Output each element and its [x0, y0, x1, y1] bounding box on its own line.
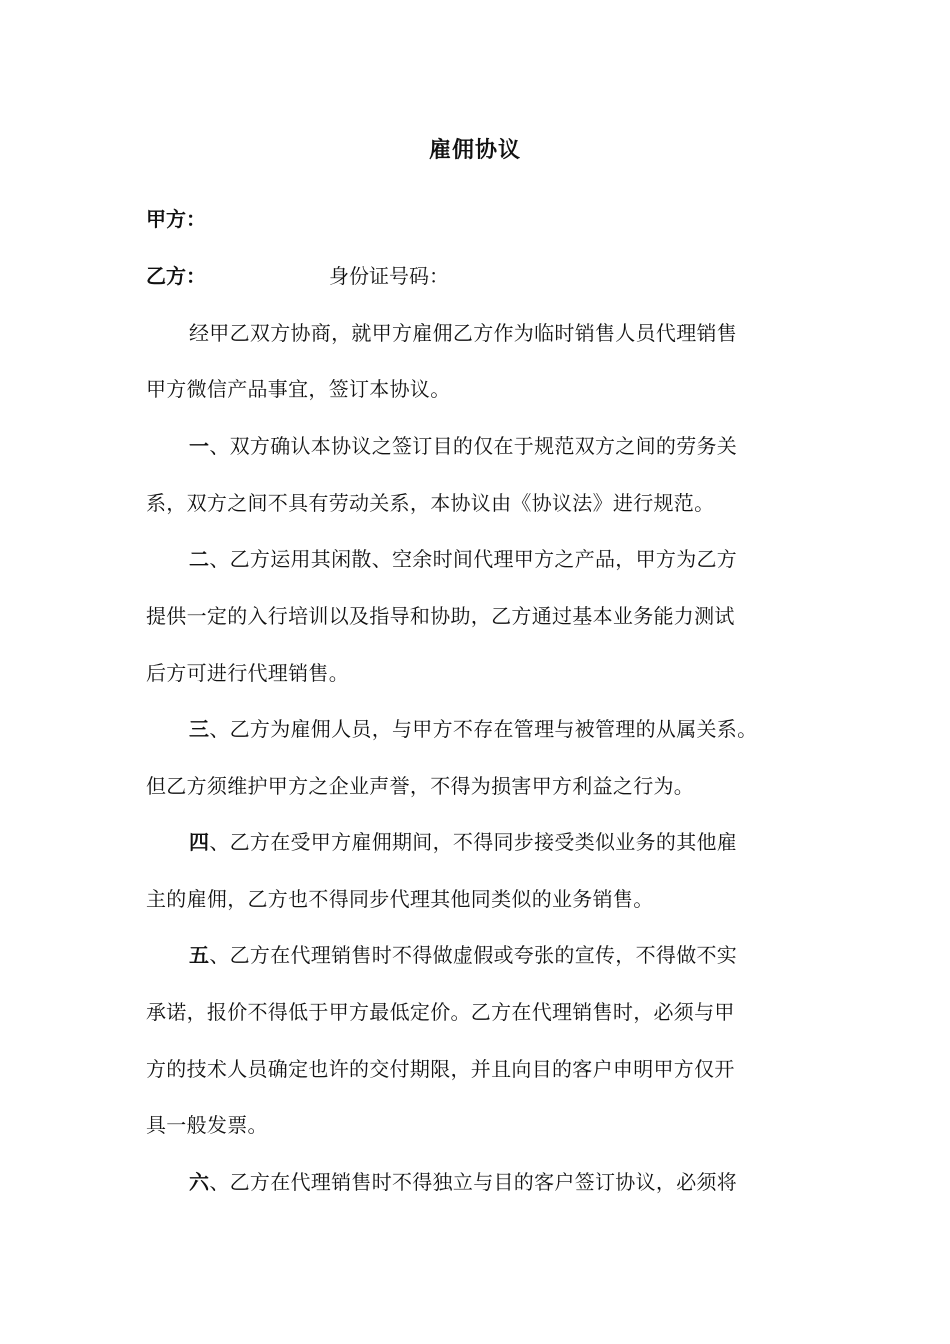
clause-5-line-3: 方的技术人员确定也许的交付期限，并且向目的客户申明甲方仅开	[146, 1057, 735, 1081]
clause-5-line-2: 承诺，报价不得低于甲方最低定价。乙方在代理销售时，必须与甲	[146, 1000, 735, 1024]
intro-line-2: 甲方微信产品事宜，签订本协议。	[146, 377, 451, 401]
id-number-label: 身份证号码：	[329, 264, 449, 288]
clause-4-line-1	[189, 827, 737, 857]
party-b-label: 乙方：	[146, 264, 206, 288]
clause-1-number: 一	[189, 434, 210, 458]
party-b-line	[146, 261, 449, 291]
clause-3-number: 三	[189, 717, 210, 741]
clause-3-text: 、乙方为雇佣人员，与甲方不存在管理与被管理的从属关系。	[209, 717, 758, 741]
clause-6-text: 、乙方在代理销售时不得独立与目的客户签订协议，必须将	[209, 1170, 738, 1194]
clause-3-line-2: 但乙方须维护甲方之企业声誉，不得为损害甲方利益之行为。	[146, 774, 695, 798]
document-title: 雇佣协议	[428, 137, 521, 163]
party-a-label: 甲方：	[146, 207, 206, 231]
clause-1-text: 、双方确认本协议之签订目的仅在于规范双方之间的劳务关	[209, 434, 738, 458]
clause-4-line-2: 主的雇佣，乙方也不得同步代理其他同类似的业务销售。	[146, 887, 654, 911]
clause-1-line-2: 系，双方之间不具有劳动关系，本协议由《协议法》进行规范。	[146, 491, 715, 515]
clause-2-text: 、乙方运用其闲散、空余时间代理甲方之产品，甲方为乙方	[209, 547, 738, 571]
clause-2-line-2: 提供一定的入行培训以及指导和协助，乙方通过基本业务能力测试	[146, 604, 735, 628]
clause-4-text: 、乙方在受甲方雇佣期间，不得同步接受类似业务的其他雇	[209, 830, 738, 854]
clause-6-number: 六	[189, 1170, 210, 1194]
intro-line-1: 经甲乙双方协商，就甲方雇佣乙方作为临时销售人员代理销售	[189, 321, 738, 345]
clause-5-line-1	[189, 940, 737, 970]
clause-1-line-1	[189, 431, 737, 461]
clause-3-line-1	[189, 714, 757, 744]
clause-2-line-3: 后方可进行代理销售。	[146, 661, 349, 685]
clause-5-text: 、乙方在代理销售时不得做虚假或夸张的宣传，不得做不实	[209, 943, 738, 967]
clause-6-line-1	[189, 1167, 737, 1197]
clause-2-line-1	[189, 544, 737, 574]
clause-5-line-4: 具一般发票。	[146, 1113, 268, 1137]
party-a-line	[146, 204, 206, 234]
clause-4-number: 四	[189, 830, 210, 854]
clause-2-number: 二	[189, 547, 210, 571]
clause-5-number: 五	[189, 943, 210, 967]
